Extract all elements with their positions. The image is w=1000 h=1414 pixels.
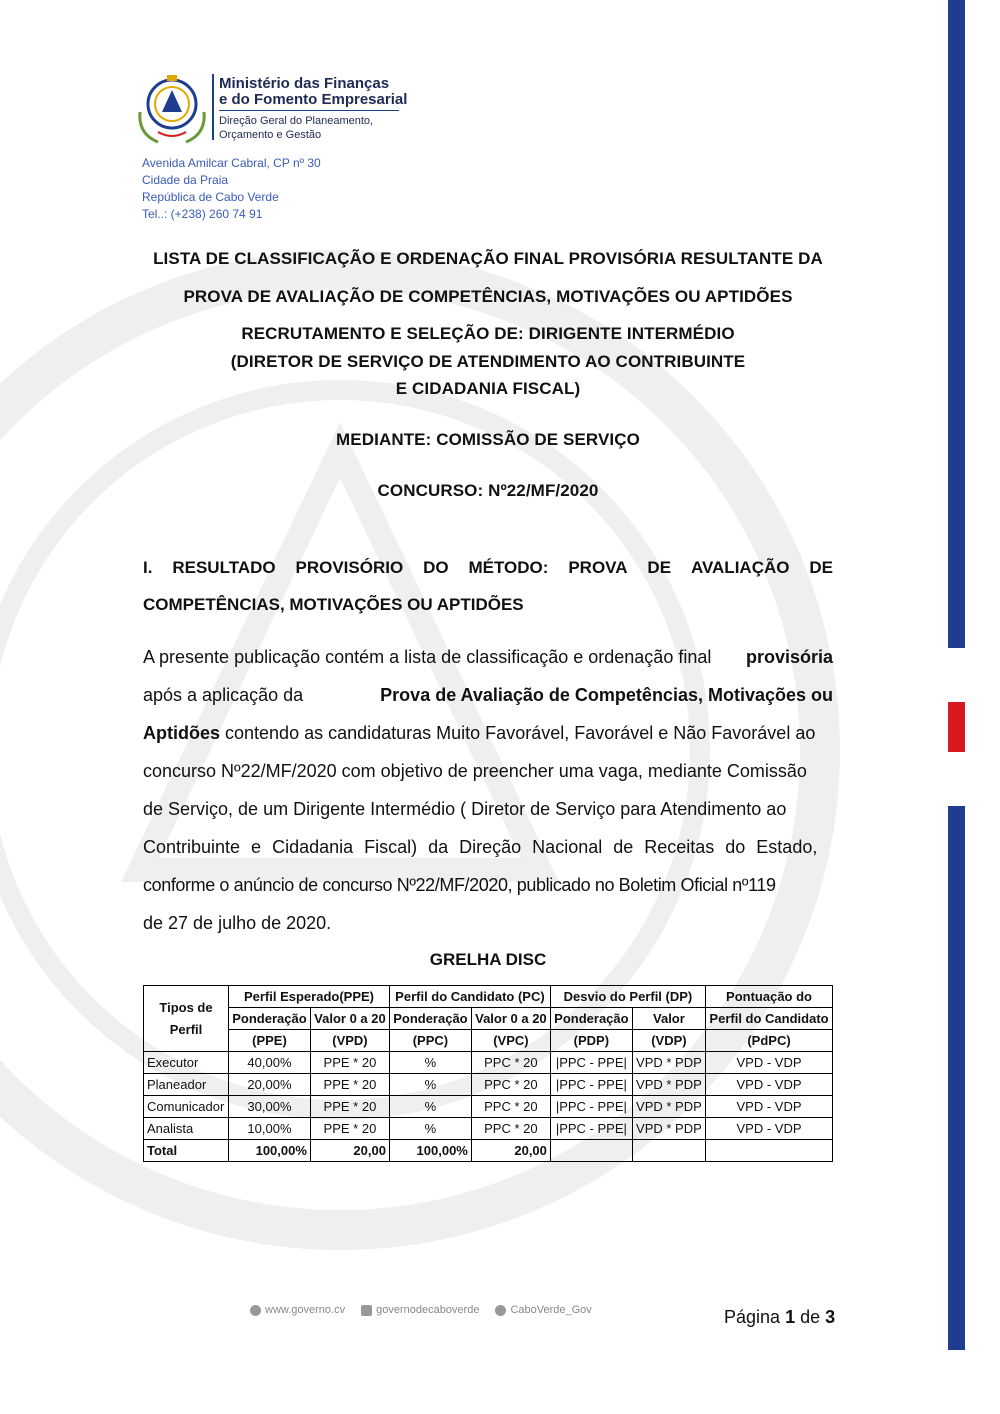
table-row (144, 1118, 833, 1140)
header-pontuacao-2: Perfil do Candidato (706, 1008, 833, 1030)
right-stripe-blue-top (948, 0, 965, 648)
footer-site[interactable] (250, 1304, 345, 1316)
cell-ppc: % (389, 1118, 471, 1140)
cabo-verde-seal-icon (134, 72, 210, 144)
table-subheader-row (144, 1008, 833, 1030)
cell-vdp: VPD * PDP (632, 1096, 705, 1118)
cell-pdp: |PPC - PPE| (550, 1096, 632, 1118)
sub-ponderacao-ppe: Ponderação (229, 1008, 311, 1030)
header-tipos-text: Tipos de Perfil (159, 999, 213, 1037)
footer-links (250, 1304, 592, 1316)
para-line-5: de Serviço, de um Dirigente Intermédio ( Diretor de Serviço para Atendimento ao (143, 799, 787, 819)
header-tipos (144, 986, 229, 1052)
table-header-row (144, 986, 833, 1008)
body-paragraph (143, 638, 833, 942)
para-bold-prova: Prova de Avaliação de Competências, Motivações ou (380, 685, 833, 705)
cell-vpc: PPC * 20 (471, 1118, 550, 1140)
para-bold-aptidoes: Aptidões (143, 723, 221, 743)
address-line-1: Avenida Amilcar Cabral, CP nº 30 (142, 156, 321, 170)
cell-tipo: Analista (144, 1118, 229, 1140)
facebook-icon (361, 1305, 372, 1316)
cell-total-empty (706, 1140, 833, 1162)
para-line-7: conforme o anúncio de concurso Nº22/MF/2020, publicado no Boletim Oficial nº119 (143, 875, 776, 895)
cell-tipo: Planeador (144, 1074, 229, 1096)
sub-ponderacao-ppc: Ponderação (389, 1008, 471, 1030)
cell-ppe: 30,00% (229, 1096, 311, 1118)
twitter-icon (495, 1305, 506, 1316)
cell-ppe: 40,00% (229, 1052, 311, 1074)
address-line-2: Cidade da Praia (142, 173, 229, 187)
para-text: A presente publicação contém a lista de classificação e ordenação final (143, 647, 712, 667)
cell-vpc: PPC * 20 (471, 1074, 550, 1096)
cell-tipo: Executor (144, 1052, 229, 1074)
footer-twitter[interactable] (495, 1304, 591, 1316)
sub-ponderacao-pdp: Ponderação (550, 1008, 632, 1030)
para-line-2 (143, 676, 833, 714)
address-line-3: República de Cabo Verde (142, 190, 279, 204)
ministry-line-1: Ministério das Finanças (219, 75, 390, 92)
ministry-rule (219, 110, 399, 111)
direcao-name (219, 114, 373, 142)
para-text: contendo as candidaturas Muito Favorável, Favorável e Não Favorável ao (220, 723, 816, 743)
cell-tipo: Comunicador (144, 1096, 229, 1118)
abbr-vdp: (VDP) (632, 1030, 705, 1052)
mediante-line: MEDIANTE: COMISSÃO DE SERVIÇO (336, 430, 640, 449)
ministry-name (219, 76, 407, 108)
sub-valor-vpc: Valor 0 a 20 (471, 1008, 550, 1030)
footer-twitter-text: CaboVerde_Gov (510, 1304, 592, 1316)
footer-facebook[interactable] (361, 1304, 479, 1316)
page-word: Página (724, 1307, 781, 1327)
title-line-5: E CIDADANIA FISCAL) (395, 379, 581, 398)
para-line-3 (143, 714, 833, 752)
page-of: de (800, 1307, 821, 1327)
footer-facebook-text: governodecaboverde (376, 1304, 480, 1316)
section-heading (143, 558, 833, 578)
header-dp: Desvio do Perfil (DP) (550, 986, 705, 1008)
cell-total-ppe: 100,00% (229, 1140, 311, 1162)
ministry-line-2: e do Fomento Empresarial (219, 91, 408, 108)
title-line-3: RECRUTAMENTO E SELEÇÃO DE: DIRIGENTE INTERMÉDIO (241, 324, 735, 343)
page-total: 3 (825, 1307, 836, 1327)
direcao-line-2: Orçamento e Gestão (219, 129, 322, 141)
section-heading-word: I. (143, 558, 153, 577)
title-line-4: (DIRETOR DE SERVIÇO DE ATENDIMENTO AO CONTRIBUINTE (230, 352, 746, 371)
direcao-line-1: Direção Geral do Planeamento, (219, 115, 374, 127)
para-bold-provisoria: provisória (745, 647, 833, 667)
para-line-1 (143, 638, 833, 676)
cell-vpd: PPE * 20 (310, 1074, 389, 1096)
section-heading-word: DE (809, 558, 833, 577)
grelha-title: GRELHA DISC (429, 950, 547, 969)
header-pc: Perfil do Candidato (PC) (389, 986, 550, 1008)
para-line-8: de 27 de julho de 2020. (143, 913, 332, 933)
abbr-ppe: (PPE) (229, 1030, 311, 1052)
cell-total-empty (550, 1140, 632, 1162)
header-ppe: Perfil Esperado(PPE) (229, 986, 390, 1008)
address-phone: Tel..: (+238) 260 74 91 (142, 207, 263, 221)
cell-ppe: 10,00% (229, 1118, 311, 1140)
address-block (142, 155, 321, 223)
cell-pdp: |PPC - PPE| (550, 1052, 632, 1074)
section-heading-word: AVALIAÇÃO (690, 558, 790, 577)
section-heading-word: MÉTODO: (468, 558, 549, 577)
table-total-row (144, 1140, 833, 1162)
para-text: após a aplicação da (143, 685, 304, 705)
page-number (724, 1307, 835, 1328)
cell-vpc: PPC * 20 (471, 1096, 550, 1118)
section-heading-word: PROVISÓRIO (295, 558, 404, 577)
section-heading-word: DE (647, 558, 672, 577)
cell-ppe: 20,00% (229, 1074, 311, 1096)
disc-grid-table (143, 985, 833, 1162)
cell-total-label: Total (144, 1140, 229, 1162)
logo-divider (212, 74, 214, 140)
section-heading-word: DO (423, 558, 449, 577)
cell-vpc: PPC * 20 (471, 1052, 550, 1074)
header-pontuacao-1: Pontuação do (706, 986, 833, 1008)
para-line-4: concurso Nº22/MF/2020 com objetivo de preencher uma vaga, mediante Comissão (143, 761, 807, 781)
footer-site-text: www.governo.cv (265, 1304, 346, 1316)
section-heading-word: RESULTADO (172, 558, 276, 577)
section-heading-row-1 (143, 558, 833, 578)
abbr-vpd: (VPD) (310, 1030, 389, 1052)
concurso-line: CONCURSO: Nº22/MF/2020 (377, 481, 599, 500)
cell-pdpc: VPD - VDP (706, 1118, 833, 1140)
sub-valor-vpd: Valor 0 a 20 (310, 1008, 389, 1030)
cell-pdpc: VPD - VDP (706, 1052, 833, 1074)
para-line-6: Contribuinte e Cidadania Fiscal) da Direção Nacional de Receitas do Estado, (143, 837, 818, 857)
abbr-vpc: (VPC) (471, 1030, 550, 1052)
cell-ppc: % (389, 1074, 471, 1096)
sub-valor-vdp: Valor (632, 1008, 705, 1030)
cell-pdpc: VPD - VDP (706, 1074, 833, 1096)
cell-vpd: PPE * 20 (310, 1118, 389, 1140)
right-stripe-blue-bottom (948, 806, 965, 1350)
table-row (144, 1052, 833, 1074)
cell-total-vpc: 20,00 (471, 1140, 550, 1162)
header-pontuacao-3: (PdPC) (706, 1030, 833, 1052)
cell-ppc: % (389, 1096, 471, 1118)
section-heading-word: PROVA (568, 558, 628, 577)
title-line-1: LISTA DE CLASSIFICAÇÃO E ORDENAÇÃO FINAL PROVISÓRIA RESULTANTE DA (153, 249, 823, 268)
cell-vpd: PPE * 20 (310, 1096, 389, 1118)
table-row (144, 1096, 833, 1118)
table-abbr-row (144, 1030, 833, 1052)
title-line-2: PROVA DE AVALIAÇÃO DE COMPETÊNCIAS, MOTIVAÇÕES OU APTIDÕES (183, 287, 793, 306)
cell-vpd: PPE * 20 (310, 1052, 389, 1074)
cell-pdpc: VPD - VDP (706, 1096, 833, 1118)
abbr-pdp: (PDP) (550, 1030, 632, 1052)
abbr-ppc: (PPC) (389, 1030, 471, 1052)
cell-vdp: VPD * PDP (632, 1074, 705, 1096)
cell-vdp: VPD * PDP (632, 1118, 705, 1140)
table-row (144, 1074, 833, 1096)
page-current: 1 (785, 1307, 796, 1327)
cell-total-vpd: 20,00 (310, 1140, 389, 1162)
cell-pdp: |PPC - PPE| (550, 1074, 632, 1096)
cell-total-ppc: 100,00% (389, 1140, 471, 1162)
section-heading-row-2: COMPETÊNCIAS, MOTIVAÇÕES OU APTIDÕES (143, 595, 524, 614)
cell-ppc: % (389, 1052, 471, 1074)
cell-vdp: VPD * PDP (632, 1052, 705, 1074)
cell-pdp: |PPC - PPE| (550, 1118, 632, 1140)
right-stripe-red (948, 702, 965, 752)
cell-total-empty (632, 1140, 705, 1162)
globe-icon (250, 1305, 261, 1316)
